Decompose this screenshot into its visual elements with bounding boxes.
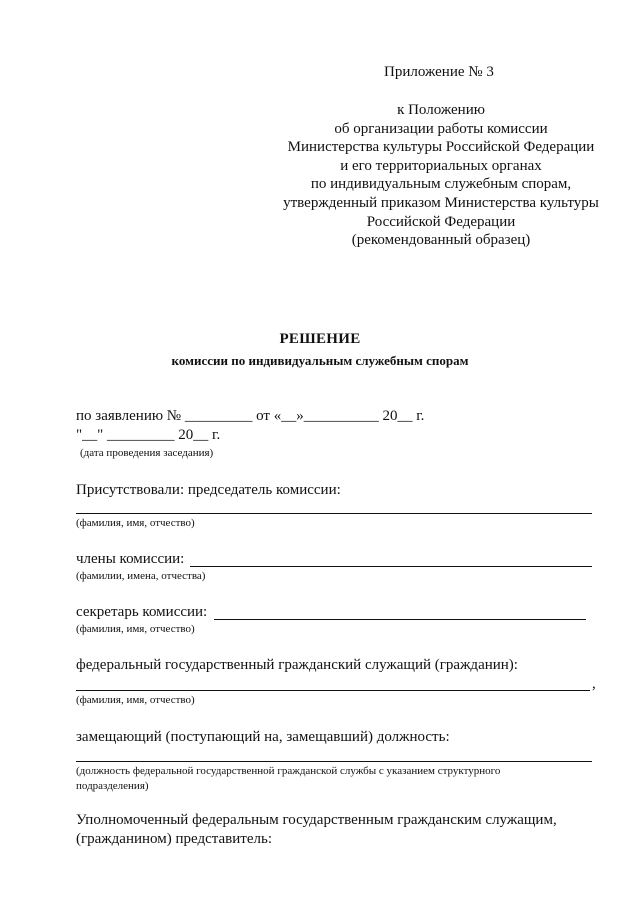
appendix-line: об организации работы комиссии xyxy=(334,120,548,137)
meeting-date-line: "__" _________ 20__ г. xyxy=(76,427,221,443)
position-caption-continued: подразделения) xyxy=(76,780,149,792)
appendix-line: к Положению xyxy=(397,102,485,118)
appendix-line: утвержденный приказом Министерства культуры xyxy=(283,194,599,211)
appendix-line: (рекомендованный образец) xyxy=(351,232,531,249)
civil-servant-name-line xyxy=(76,690,590,691)
position-label: замещающий (поступающий на, замещавший) должность: xyxy=(76,729,450,745)
document-heading: РЕШЕНИЕ xyxy=(279,331,361,347)
secretary-name-caption: (фамилия, имя, отчество) xyxy=(76,623,195,635)
position-line xyxy=(76,761,592,762)
civil-servant-name-caption: (фамилия, имя, отчество) xyxy=(76,694,195,706)
representative-label-continued: (гражданином) представитель: xyxy=(76,831,272,847)
representative-label: Уполномоченный федеральным государственным гражданским служащим, xyxy=(76,812,557,828)
secretary-label: секретарь комиссии: xyxy=(76,604,208,620)
appendix-line: по индивидуальным служебным спорам, xyxy=(310,176,572,193)
appendix-title: Приложение № 3 xyxy=(384,64,494,80)
civil-servant-label: федеральный государственный гражданский служащий (гражданин): xyxy=(76,657,518,673)
chair-name-line xyxy=(76,513,592,514)
appendix-reference-block xyxy=(248,101,634,250)
civil-servant-comma: , xyxy=(592,676,596,692)
document-subheading: комиссии по индивидуальным служебным спорам xyxy=(171,353,469,368)
statement-number-line: по заявлению № _________ от «__»__________ 20__ г. xyxy=(76,408,425,424)
meeting-date-caption: (дата проведения заседания) xyxy=(80,447,214,459)
appendix-line: Министерства культуры Российской Федерации xyxy=(287,139,595,156)
members-name-caption: (фамилии, имена, отчества) xyxy=(76,570,206,582)
appendix-line: Российской Федерации xyxy=(366,213,516,230)
members-label: члены комиссии: xyxy=(76,551,185,567)
appendix-line: и его территориальных органах xyxy=(340,157,542,174)
members-name-line xyxy=(190,566,592,567)
position-caption: (должность федеральной государственной гражданской службы с указанием структурного xyxy=(76,765,501,777)
secretary-name-line xyxy=(214,619,586,620)
present-chair-label: Присутствовали: председатель комиссии: xyxy=(76,482,341,498)
chair-name-caption: (фамилия, имя, отчество) xyxy=(76,517,195,529)
